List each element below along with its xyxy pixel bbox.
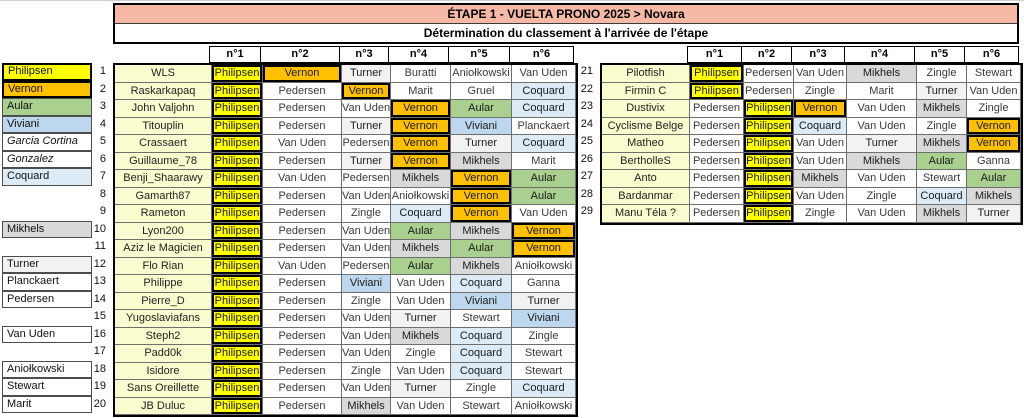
- prediction-cell[interactable]: Philipsen: [212, 153, 263, 171]
- prediction-cell[interactable]: Zingle: [917, 65, 967, 83]
- row-number: 27: [580, 170, 593, 182]
- prediction-cell[interactable]: Buratti: [391, 65, 451, 83]
- prediction-cell[interactable]: Van Uden: [391, 398, 451, 416]
- prediction-cell[interactable]: Van Uden: [794, 65, 847, 83]
- prediction-cell[interactable]: Mikhels: [917, 205, 967, 223]
- prediction-cell[interactable]: Philipsen: [744, 170, 794, 188]
- row-number: 1: [99, 65, 106, 77]
- prediction-cell[interactable]: Vernon: [967, 135, 1021, 153]
- prediction-cell[interactable]: Philipsen: [212, 65, 263, 83]
- row-number: 16: [93, 327, 106, 340]
- prediction-cell[interactable]: Turner: [391, 380, 451, 398]
- prediction-cell[interactable]: Zingle: [847, 188, 917, 206]
- player-name-cell[interactable]: Pilotfish: [602, 65, 690, 83]
- prediction-cell[interactable]: Vernon: [263, 65, 342, 83]
- prediction-cell[interactable]: Zingle: [342, 293, 391, 311]
- prediction-cell[interactable]: Viviani: [342, 275, 391, 293]
- legend-rider-cell[interactable]: Gonzalez: [2, 151, 92, 169]
- prediction-cell[interactable]: Pedersen: [263, 293, 342, 311]
- legend-rider-cell[interactable]: Planckaert: [2, 273, 92, 291]
- prediction-cell[interactable]: Zingle: [917, 118, 967, 136]
- prediction-cell[interactable]: Marit: [847, 83, 917, 101]
- column-header-row: [113, 46, 578, 63]
- row-number: 23: [580, 100, 593, 112]
- prediction-cell[interactable]: Philipsen: [744, 118, 794, 136]
- row-number: 20: [93, 397, 106, 410]
- title-banner: [113, 3, 1019, 44]
- prediction-cell[interactable]: Philipsen: [212, 363, 263, 381]
- prediction-cell[interactable]: Pedersen: [744, 83, 794, 101]
- prediction-cell[interactable]: Turner: [917, 83, 967, 101]
- player-name-cell[interactable]: Guillaume_78: [115, 153, 212, 171]
- prediction-cell[interactable]: Philipsen: [212, 310, 263, 328]
- row-number: 3: [99, 100, 106, 112]
- prediction-cell[interactable]: Pedersen: [263, 100, 342, 118]
- row-number: 15: [93, 310, 106, 322]
- player-name-cell[interactable]: Firmin C: [602, 83, 690, 101]
- prediction-cell[interactable]: Van Uden: [847, 205, 917, 223]
- prediction-cell[interactable]: Aular: [967, 170, 1021, 188]
- row-number: 11: [94, 240, 106, 252]
- stage-title: ÉTAPE 1 - VUELTA PRONO 2025 > Novara: [115, 5, 1017, 24]
- prediction-cell[interactable]: Pedersen: [342, 135, 391, 153]
- prediction-cell[interactable]: Coquard: [451, 328, 512, 346]
- legend-rider-cell[interactable]: Pedersen: [2, 291, 92, 309]
- prediction-cell[interactable]: Vernon: [794, 100, 847, 118]
- predictions-body: [113, 63, 578, 417]
- player-name-cell[interactable]: Gamarth87: [115, 188, 212, 206]
- player-name-cell[interactable]: Bardanmar: [602, 188, 690, 206]
- prediction-cell[interactable]: Turner: [512, 293, 576, 311]
- column-header-row: [600, 46, 1023, 63]
- player-name-cell[interactable]: Manu Téla ?: [602, 205, 690, 223]
- prediction-cell[interactable]: Van Uden: [263, 170, 342, 188]
- prediction-cell[interactable]: Van Uden: [847, 100, 917, 118]
- prediction-cell[interactable]: Pedersen: [263, 83, 342, 101]
- player-name-cell[interactable]: Crassaert: [115, 135, 212, 153]
- prediction-cell[interactable]: Coquard: [451, 345, 512, 363]
- prediction-cell[interactable]: Pedersen: [263, 153, 342, 171]
- prediction-cell[interactable]: Vernon: [391, 100, 451, 118]
- prediction-cell[interactable]: Mikhels: [847, 65, 917, 83]
- prediction-cell[interactable]: Zingle: [512, 328, 576, 346]
- prediction-cell[interactable]: Pedersen: [744, 65, 794, 83]
- legend-rider-cell[interactable]: Vernon: [2, 81, 92, 99]
- column-header: n°4: [388, 46, 449, 63]
- prediction-cell[interactable]: Mikhels: [847, 153, 917, 171]
- player-name-cell[interactable]: Sans Oreillette: [115, 380, 212, 398]
- player-name-cell[interactable]: Raskarkapaq: [115, 83, 212, 101]
- legend-rider-cell[interactable]: Mikhels: [2, 221, 92, 239]
- prediction-cell[interactable]: Pedersen: [342, 170, 391, 188]
- player-name-cell[interactable]: Isidore: [115, 363, 212, 381]
- prediction-cell[interactable]: Van Uden: [847, 118, 917, 136]
- player-name-cell[interactable]: Benji_Shaarawy: [115, 170, 212, 188]
- prediction-cell[interactable]: Vernon: [451, 188, 512, 206]
- column-header: n°5: [914, 46, 965, 63]
- prediction-cell[interactable]: Vernon: [391, 135, 451, 153]
- player-name-cell[interactable]: Anto: [602, 170, 690, 188]
- prediction-cell[interactable]: Aniołkowski: [451, 65, 512, 83]
- column-header: n°4: [844, 46, 915, 63]
- prediction-cell[interactable]: Pedersen: [263, 240, 342, 258]
- player-name-cell[interactable]: Philippe: [115, 275, 212, 293]
- prediction-cell[interactable]: Zingle: [451, 380, 512, 398]
- prediction-cell[interactable]: Van Uden: [794, 135, 847, 153]
- prediction-cell[interactable]: Philipsen: [212, 170, 263, 188]
- legend-rider-cell[interactable]: Philipsen: [2, 63, 92, 81]
- row-number: 13: [93, 275, 106, 287]
- prediction-cell[interactable]: Turner: [967, 205, 1021, 223]
- player-name-cell[interactable]: Titouplin: [115, 118, 212, 136]
- player-name-cell[interactable]: Yugoslaviafans: [115, 310, 212, 328]
- prediction-cell[interactable]: Marit: [391, 83, 451, 101]
- prediction-cell[interactable]: Vernon: [451, 205, 512, 223]
- prediction-cell[interactable]: Van Uden: [342, 240, 391, 258]
- legend-rider-cell[interactable]: Aniołkowski: [2, 361, 92, 379]
- prediction-cell[interactable]: Stewart: [512, 363, 576, 381]
- prediction-cell[interactable]: Mikhels: [794, 170, 847, 188]
- column-header: n°2: [741, 46, 792, 63]
- prediction-cell[interactable]: Van Uden: [342, 223, 391, 241]
- prediction-cell[interactable]: Van Uden: [512, 65, 576, 83]
- prediction-cell[interactable]: Philipsen: [212, 205, 263, 223]
- column-header: n°1: [209, 46, 261, 63]
- player-name-cell[interactable]: JB Duluc: [115, 398, 212, 416]
- row-number: 17: [93, 345, 106, 357]
- row-number: 12: [93, 257, 106, 270]
- predictions-body: [600, 63, 1023, 225]
- row-number: 21: [580, 65, 593, 77]
- prediction-cell[interactable]: Philipsen: [212, 275, 263, 293]
- prediction-cell[interactable]: Zingle: [342, 363, 391, 381]
- prediction-cell[interactable]: Philipsen: [212, 188, 263, 206]
- prediction-cell[interactable]: Van Uden: [794, 188, 847, 206]
- prediction-cell[interactable]: Mikhels: [917, 135, 967, 153]
- prediction-cell[interactable]: Zingle: [794, 83, 847, 101]
- row-number: 10: [93, 222, 106, 235]
- prediction-cell[interactable]: Van Uden: [847, 170, 917, 188]
- prediction-cell[interactable]: Van Uden: [342, 100, 391, 118]
- prediction-cell[interactable]: Van Uden: [342, 188, 391, 206]
- prediction-cell[interactable]: Philipsen: [212, 380, 263, 398]
- prediction-cell[interactable]: Aular: [451, 240, 512, 258]
- row-numbers-left: [90, 63, 109, 413]
- header-corner: [599, 46, 688, 63]
- prediction-cell[interactable]: Marit: [512, 153, 576, 171]
- prediction-cell[interactable]: Pedersen: [263, 275, 342, 293]
- prediction-cell[interactable]: Coquard: [512, 135, 576, 153]
- sheet-gridline: [0, 0, 1024, 1]
- prediction-cell[interactable]: Van Uden: [391, 363, 451, 381]
- prediction-cell[interactable]: Vernon: [512, 240, 576, 258]
- legend-rider-cell[interactable]: Turner: [2, 256, 92, 274]
- row-number: 25: [580, 135, 593, 147]
- prediction-cell[interactable]: Pedersen: [263, 363, 342, 381]
- prediction-cell[interactable]: Coquard: [451, 275, 512, 293]
- prediction-cell[interactable]: Stewart: [451, 398, 512, 416]
- prediction-cell[interactable]: Zingle: [967, 100, 1021, 118]
- prediction-cell[interactable]: Mikhels: [391, 328, 451, 346]
- prediction-cell[interactable]: Philipsen: [744, 205, 794, 223]
- player-name-cell[interactable]: Dustivix: [602, 100, 690, 118]
- prediction-cell[interactable]: Turner: [451, 135, 512, 153]
- prediction-cell[interactable]: Coquard: [794, 118, 847, 136]
- prediction-cell[interactable]: Aniołkowski: [512, 258, 576, 276]
- player-name-cell[interactable]: Lyon200: [115, 223, 212, 241]
- legend-rider-cell[interactable]: Coquard: [2, 168, 92, 186]
- column-header: n°1: [687, 46, 742, 63]
- prediction-cell[interactable]: Philipsen: [212, 258, 263, 276]
- prediction-cell[interactable]: Zingle: [391, 345, 451, 363]
- legend-rider-cell[interactable]: Viviani: [2, 116, 92, 134]
- player-name-cell[interactable]: WLS: [115, 65, 212, 83]
- prediction-cell[interactable]: Van Uden: [391, 293, 451, 311]
- prediction-cell[interactable]: Turner: [391, 310, 451, 328]
- prediction-cell[interactable]: Coquard: [451, 363, 512, 381]
- prediction-cell[interactable]: Mikhels: [342, 398, 391, 416]
- prediction-cell[interactable]: Philipsen: [212, 100, 263, 118]
- prediction-cell[interactable]: Coquard: [512, 380, 576, 398]
- column-header: n°3: [339, 46, 389, 63]
- row-number: 28: [580, 187, 593, 200]
- header-corner: [112, 46, 210, 63]
- player-name-cell[interactable]: Steph2: [115, 328, 212, 346]
- player-name-cell[interactable]: Flo Rian: [115, 258, 212, 276]
- prediction-cell[interactable]: Stewart: [451, 310, 512, 328]
- prediction-cell[interactable]: Mikhels: [917, 100, 967, 118]
- prediction-cell[interactable]: Ganna: [967, 153, 1021, 171]
- legend-rider-cell[interactable]: Garcia Cortina: [2, 133, 92, 151]
- prediction-cell[interactable]: Aniołkowski: [512, 398, 576, 416]
- row-number: 29: [580, 205, 593, 217]
- prediction-cell[interactable]: Pedersen: [690, 100, 744, 118]
- prediction-cell[interactable]: Stewart: [967, 65, 1021, 83]
- prediction-cell[interactable]: Pedersen: [263, 310, 342, 328]
- prediction-cell[interactable]: Aular: [391, 223, 451, 241]
- prediction-cell[interactable]: Philipsen: [212, 83, 263, 101]
- prediction-cell[interactable]: Zingle: [342, 205, 391, 223]
- legend-rider-cell[interactable]: Stewart: [2, 378, 92, 396]
- row-number: 7: [99, 170, 106, 182]
- row-number: 5: [99, 135, 106, 147]
- prediction-cell[interactable]: Mikhels: [967, 188, 1021, 206]
- prediction-cell[interactable]: Viviani: [512, 310, 576, 328]
- prediction-cell[interactable]: Van Uden: [794, 153, 847, 171]
- prediction-cell[interactable]: Pedersen: [690, 205, 744, 223]
- prediction-cell[interactable]: Pedersen: [690, 153, 744, 171]
- row-number: 6: [99, 152, 106, 165]
- prediction-cell[interactable]: Pedersen: [690, 188, 744, 206]
- prediction-cell[interactable]: Philipsen: [744, 153, 794, 171]
- predictions-table-right: [600, 46, 1023, 225]
- prediction-cell[interactable]: Aular: [512, 188, 576, 206]
- prediction-cell[interactable]: Aular: [512, 170, 576, 188]
- prediction-cell[interactable]: Philipsen: [212, 135, 263, 153]
- player-name-cell[interactable]: Matheo: [602, 135, 690, 153]
- prediction-cell[interactable]: Pedersen: [263, 205, 342, 223]
- prediction-cell[interactable]: Ganna: [512, 275, 576, 293]
- prediction-cell[interactable]: Van Uden: [967, 83, 1021, 101]
- prediction-cell[interactable]: Stewart: [512, 345, 576, 363]
- prediction-cell[interactable]: Vernon: [391, 118, 451, 136]
- prediction-cell[interactable]: Mikhels: [451, 223, 512, 241]
- prediction-cell[interactable]: Aular: [917, 153, 967, 171]
- prediction-cell[interactable]: Pedersen: [263, 398, 342, 416]
- row-number: 14: [93, 292, 106, 305]
- prediction-cell[interactable]: Coquard: [917, 188, 967, 206]
- player-name-cell[interactable]: Cyclisme Belge: [602, 118, 690, 136]
- row-number: 19: [93, 380, 106, 392]
- column-header: n°6: [964, 46, 1019, 63]
- row-number: 4: [99, 117, 106, 130]
- prediction-cell[interactable]: Vernon: [512, 223, 576, 241]
- prediction-cell[interactable]: Mikhels: [451, 153, 512, 171]
- prediction-cell[interactable]: Philipsen: [690, 65, 744, 83]
- prediction-cell[interactable]: Philipsen: [744, 135, 794, 153]
- prediction-cell[interactable]: Philipsen: [212, 118, 263, 136]
- prediction-cell[interactable]: Turner: [847, 135, 917, 153]
- prediction-cell[interactable]: Van Uden: [342, 345, 391, 363]
- prediction-cell[interactable]: Vernon: [451, 170, 512, 188]
- prediction-cell[interactable]: Van Uden: [263, 135, 342, 153]
- prediction-cell[interactable]: Philipsen: [744, 188, 794, 206]
- prediction-cell[interactable]: Vernon: [391, 153, 451, 171]
- player-name-cell[interactable]: Rameton: [115, 205, 212, 223]
- prediction-cell[interactable]: Coquard: [391, 205, 451, 223]
- predictions-table-left: [113, 46, 578, 417]
- prediction-cell[interactable]: Gruel: [451, 83, 512, 101]
- prediction-cell[interactable]: Aular: [391, 258, 451, 276]
- prediction-cell[interactable]: Turner: [342, 65, 391, 83]
- prediction-cell[interactable]: Pedersen: [263, 223, 342, 241]
- row-number: 2: [99, 82, 106, 95]
- prediction-cell[interactable]: Pedersen: [263, 188, 342, 206]
- prediction-cell[interactable]: Pedersen: [263, 345, 342, 363]
- prediction-cell[interactable]: Mikhels: [391, 170, 451, 188]
- prediction-cell[interactable]: Philipsen: [744, 100, 794, 118]
- prediction-cell[interactable]: Pedersen: [690, 135, 744, 153]
- prediction-cell[interactable]: Pedersen: [342, 258, 391, 276]
- prediction-cell[interactable]: Aular: [451, 100, 512, 118]
- prediction-cell[interactable]: Mikhels: [451, 258, 512, 276]
- player-name-cell[interactable]: Pierre_D: [115, 293, 212, 311]
- prediction-cell[interactable]: Pedersen: [263, 328, 342, 346]
- prediction-cell[interactable]: Pedersen: [690, 170, 744, 188]
- prediction-cell[interactable]: Vernon: [967, 118, 1021, 136]
- column-header: n°6: [509, 46, 574, 63]
- prediction-cell[interactable]: Van Uden: [512, 205, 576, 223]
- prediction-cell[interactable]: Coquard: [512, 83, 576, 101]
- prediction-cell[interactable]: Philipsen: [212, 240, 263, 258]
- legend-rider-cell[interactable]: Aular: [2, 98, 92, 116]
- prediction-cell[interactable]: Aniołkowski: [391, 188, 451, 206]
- prediction-cell[interactable]: Philipsen: [212, 398, 263, 416]
- prediction-cell[interactable]: Stewart: [917, 170, 967, 188]
- prediction-cell[interactable]: Vernon: [342, 83, 391, 101]
- row-number: 18: [93, 362, 106, 375]
- column-header: n°3: [791, 46, 845, 63]
- prediction-cell[interactable]: Pedersen: [263, 380, 342, 398]
- prediction-cell[interactable]: Viviani: [451, 293, 512, 311]
- prediction-cell[interactable]: Coquard: [512, 100, 576, 118]
- player-name-cell[interactable]: John Valjohn: [115, 100, 212, 118]
- row-number: 22: [580, 82, 593, 95]
- prediction-cell[interactable]: Viviani: [451, 118, 512, 136]
- row-number: 8: [99, 187, 106, 200]
- prediction-cell[interactable]: Philipsen: [212, 345, 263, 363]
- prediction-cell[interactable]: Van Uden: [342, 310, 391, 328]
- prediction-cell[interactable]: Turner: [342, 153, 391, 171]
- prediction-cell[interactable]: Philipsen: [690, 83, 744, 101]
- player-name-cell[interactable]: Padd0k: [115, 345, 212, 363]
- prediction-cell[interactable]: Van Uden: [391, 275, 451, 293]
- legend-rider-cell[interactable]: Marit: [2, 396, 92, 414]
- row-number: 24: [580, 117, 593, 130]
- row-number: 9: [99, 205, 106, 217]
- prediction-cell[interactable]: Van Uden: [342, 328, 391, 346]
- prediction-cell[interactable]: Mikhels: [391, 240, 451, 258]
- legend-rider-cell[interactable]: Van Uden: [2, 326, 92, 344]
- stage-subtitle: Détermination du classement à l'arrivée de l'étape: [423, 26, 709, 40]
- prediction-cell[interactable]: Turner: [342, 118, 391, 136]
- prediction-cell[interactable]: Philipsen: [212, 223, 263, 241]
- prediction-cell[interactable]: Planckaert: [512, 118, 576, 136]
- prediction-cell[interactable]: Van Uden: [263, 258, 342, 276]
- column-header: n°5: [448, 46, 510, 63]
- prediction-cell[interactable]: Philipsen: [212, 328, 263, 346]
- prediction-cell[interactable]: Philipsen: [212, 293, 263, 311]
- prediction-cell[interactable]: Van Uden: [342, 380, 391, 398]
- player-name-cell[interactable]: Aziz le Magicien: [115, 240, 212, 258]
- prediction-cell[interactable]: Zingle: [794, 205, 847, 223]
- row-number: 26: [580, 152, 593, 165]
- prediction-cell[interactable]: Pedersen: [690, 118, 744, 136]
- prediction-cell[interactable]: Pedersen: [263, 118, 342, 136]
- column-header: n°2: [260, 46, 340, 63]
- player-name-cell[interactable]: BertholleS: [602, 153, 690, 171]
